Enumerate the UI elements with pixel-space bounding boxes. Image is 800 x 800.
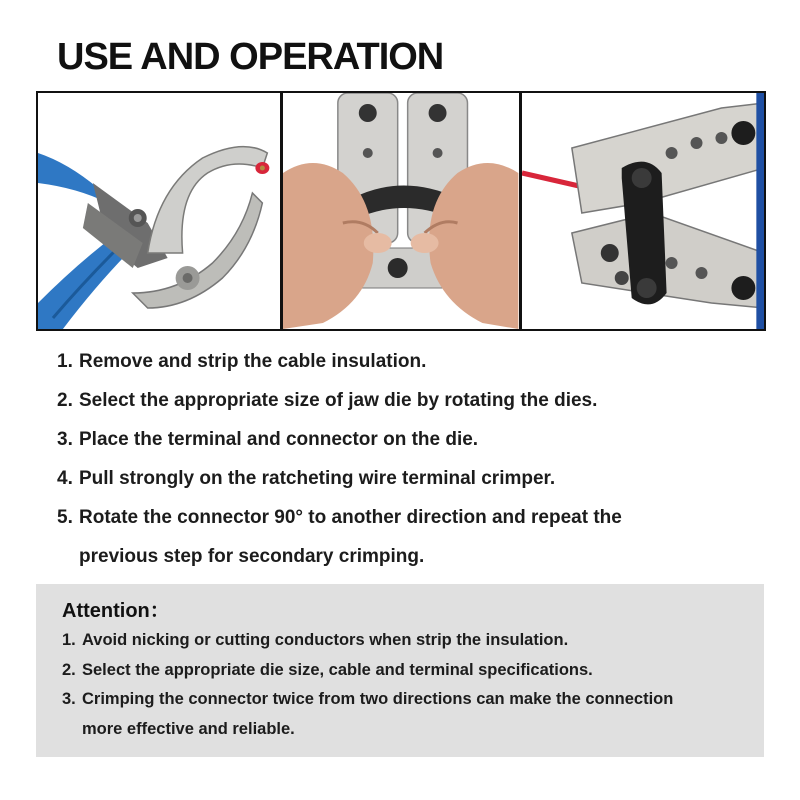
crimping-jaw-photo — [522, 93, 764, 329]
step-item: 1. Remove and strip the cable insulation. — [57, 351, 427, 372]
cable-cutter-photo — [38, 93, 280, 329]
attention-title: Attention： — [62, 600, 170, 622]
photo-strip — [36, 91, 766, 331]
step-item: 5. Rotate the connector 90° to another direction and repeat the previous step for secondary crimping. — [57, 507, 622, 567]
step-item: 2. Select the appropriate size of jaw die by rotating the dies. — [57, 390, 598, 411]
attention-item: 3. Crimping the connector twice from two directions can make the connection more effective and reliable. — [62, 690, 674, 738]
attention-panel — [36, 584, 764, 757]
attention-item: 2. Select the appropriate die size, cable and terminal specifications. — [62, 660, 593, 679]
attention-list — [62, 626, 762, 744]
step-item: 4. Pull strongly on the ratcheting wire terminal crimper. — [57, 468, 556, 489]
steps-list — [57, 342, 757, 576]
rotating-dies-photo — [283, 93, 518, 329]
step-item: 3. Place the terminal and connector on the die. — [57, 429, 479, 450]
attention-item: 1. Avoid nicking or cutting conductors when strip the insulation. — [62, 631, 569, 649]
page-title: USE AND OPERATION — [57, 36, 444, 78]
